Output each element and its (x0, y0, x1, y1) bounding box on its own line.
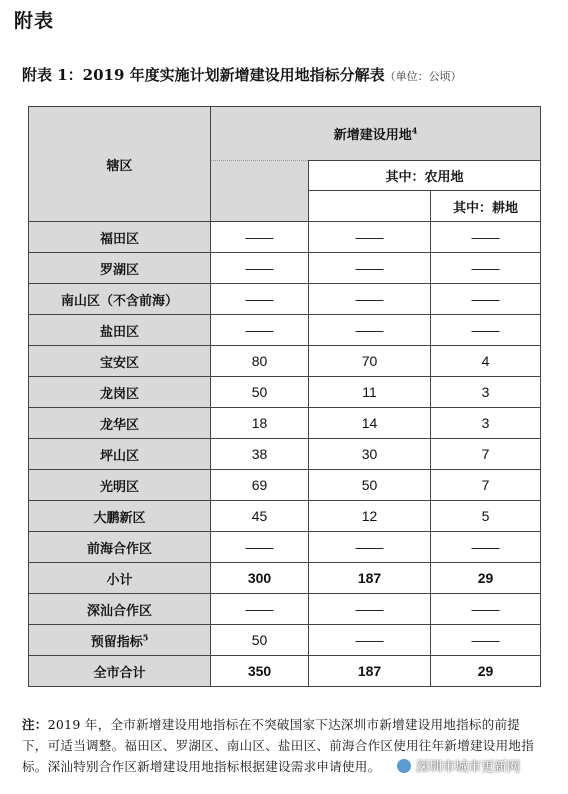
table-row (29, 408, 541, 439)
region-name: 深汕合作区 (29, 594, 211, 625)
region-name: 小计 (29, 563, 211, 594)
table-row (29, 284, 541, 315)
cell-new: 50 (211, 377, 309, 408)
cell-new: —— (211, 532, 309, 563)
cell-new: 69 (211, 470, 309, 501)
region-name: 预留指标$^5$ (29, 625, 211, 656)
cell-farm: —— (309, 594, 431, 625)
cell-farm: —— (309, 253, 431, 284)
cell-arable: —— (431, 222, 541, 253)
watermark-logo-icon (396, 758, 412, 774)
cell-farm: 30 (309, 439, 431, 470)
cell-farm: —— (309, 315, 431, 346)
table-row (29, 439, 541, 470)
cell-new: 38 (211, 439, 309, 470)
region-name: 罗湖区 (29, 253, 211, 284)
cell-new: 80 (211, 346, 309, 377)
cell-farm: —— (309, 532, 431, 563)
cell-new: —— (211, 222, 309, 253)
table-row (29, 315, 541, 346)
table-row (29, 594, 541, 625)
cell-arable: 3 (431, 408, 541, 439)
cell-arable: —— (431, 532, 541, 563)
region-name: 坪山区 (29, 439, 211, 470)
cell-new: 350 (211, 656, 309, 687)
table-row (29, 532, 541, 563)
table-row (29, 377, 541, 408)
page-heading: 附表 (14, 10, 55, 32)
cell-arable: 5 (431, 501, 541, 532)
cell-farm: —— (309, 284, 431, 315)
cell-arable: 29 (431, 563, 541, 594)
cell-farm: 187 (309, 563, 431, 594)
table-row (29, 470, 541, 501)
cell-arable: —— (431, 315, 541, 346)
table-row (29, 346, 541, 377)
cell-new: 50 (211, 625, 309, 656)
cell-new: —— (211, 253, 309, 284)
cell-farm: 187 (309, 656, 431, 687)
cell-new: 18 (211, 408, 309, 439)
table-row (29, 563, 541, 594)
table-row (29, 501, 541, 532)
watermark-text: 深圳市城市更新网 (416, 759, 521, 774)
table-caption (22, 64, 462, 85)
cell-farm: 12 (309, 501, 431, 532)
caption-unit: （单位：公顷） (384, 70, 462, 83)
region-name: 龙华区 (29, 408, 211, 439)
cell-arable: —— (431, 594, 541, 625)
cell-arable: 3 (431, 377, 541, 408)
header-blank (211, 161, 309, 222)
region-name: 龙岗区 (29, 377, 211, 408)
table-row (29, 656, 541, 687)
cell-arable: 29 (431, 656, 541, 687)
cell-farm: 14 (309, 408, 431, 439)
cell-farm: 50 (309, 470, 431, 501)
table-row (29, 625, 541, 656)
cell-arable: —— (431, 625, 541, 656)
land-quota-table (28, 106, 541, 687)
cell-new: —— (211, 315, 309, 346)
watermark (396, 756, 520, 775)
region-name: 全市合计 (29, 656, 211, 687)
cell-arable: —— (431, 284, 541, 315)
cell-arable: 7 (431, 470, 541, 501)
table-row (29, 253, 541, 284)
region-name: 宝安区 (29, 346, 211, 377)
header-blank-2 (309, 191, 431, 222)
region-name: 前海合作区 (29, 532, 211, 563)
cell-arable: 4 (431, 346, 541, 377)
region-name: 光明区 (29, 470, 211, 501)
header-region: 辖区 (29, 107, 211, 222)
cell-farm: —— (309, 222, 431, 253)
cell-farm: 70 (309, 346, 431, 377)
region-name: 南山区（不含前海） (29, 284, 211, 315)
cell-new: —— (211, 594, 309, 625)
header-farmland: 其中：农用地 (309, 161, 541, 191)
cell-new: 300 (211, 563, 309, 594)
cell-arable: —— (431, 253, 541, 284)
region-name: 盐田区 (29, 315, 211, 346)
footnote-text: 2019 年，全市新增建设用地指标在不突破国家下达深圳市新增建设用地指标的前提下，可适当调整。福田区、罗湖区、南山区、盐田区、前海合作区使用往年新增建设用地指标。深汕特别合作区新增建设用地指标根据建设需求申请使用。 (22, 717, 535, 774)
cell-farm: 11 (309, 377, 431, 408)
cell-farm: —— (309, 625, 431, 656)
region-name: 大鹏新区 (29, 501, 211, 532)
cell-new: —— (211, 284, 309, 315)
header-new-land: 新增建设用地$^4$ (211, 107, 541, 161)
table-row (29, 222, 541, 253)
cell-arable: 7 (431, 439, 541, 470)
cell-new: 45 (211, 501, 309, 532)
header-arable: 其中：耕地 (431, 191, 541, 222)
caption-title: 附表 1：2019 年度实施计划新增建设用地指标分解表 (22, 66, 385, 84)
region-name: 福田区 (29, 222, 211, 253)
footnote-label: 注： (22, 717, 48, 732)
